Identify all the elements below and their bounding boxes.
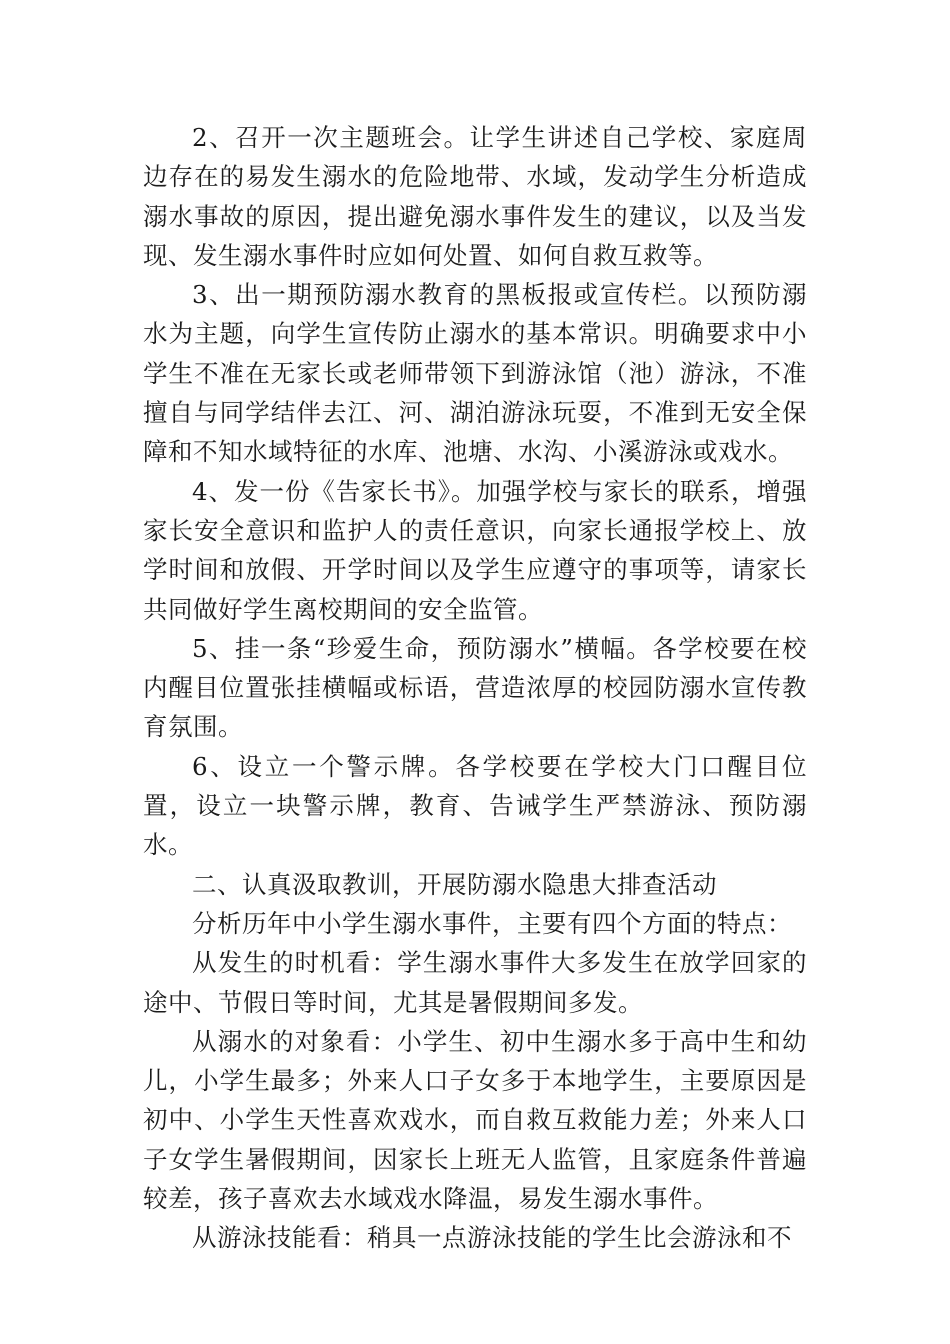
paragraph-analysis-intro: 分析历年中小学生溺水事件，主要有四个方面的特点：: [192, 908, 792, 938]
paragraph-target-groups: 从溺水的对象看：小学生、初中生溺水多于高中生和幼儿，小学生最多；外来人口子女多于本地学生，主要原因是初中、小学生天性喜欢戏水，而自救互救能力差；外来人口子女学生暑假期间，因家长上班无人监管，且家庭条件普遍较差，孩子喜欢去水域戏水降温，易发生溺水事件。: [143, 1026, 807, 1214]
paragraph-letter-to-parents: 4、发一份《告家长书》。加强学校与家长的联系，增强家长安全意识和监护人的责任意识，向家长通报学校上、放学时间和放假、开学时间以及学生应遵守的事项等，请家长共同做好学生离校期间的安全监管。: [143, 476, 807, 624]
section-heading: 二、认真汲取教训，开展防溺水隐患大排查活动: [192, 869, 717, 899]
paragraph-blackboard-newsletter: 3、出一期预防溺水教育的黑板报或宣传栏。以预防溺水为主题，向学生宣传防止溺水的基本常识。明确要求中小学生不准在无家长或老师带领下到游泳馆（池）游泳，不准擅自与同学结伴去江、河、湖泊游泳玩耍，不准到无安全保障和不知水域特征的水库、池塘、水沟、小溪游泳或戏水。: [143, 280, 807, 467]
paragraph-warning-sign: 6、设立一个警示牌。各学校要在学校大门口醒目位置，设立一块警示牌，教育、告诫学生严禁游泳、预防溺水。: [143, 751, 807, 860]
document-body: [143, 118, 807, 1258]
paragraph-banner: 5、挂一条“珍爱生命，预防溺水”横幅。各学校要在校内醒目位置张挂横幅或标语，营造浓厚的校园防溺水宣传教育氛围。: [143, 633, 807, 742]
paragraph-theme-class-meeting: 2、召开一次主题班会。让学生讲述自己学校、家庭周边存在的易发生溺水的危险地带、水域，发动学生分析造成溺水事故的原因，提出避免溺水事件发生的建议，以及当发现、发生溺水事件时应如何处置、如何自救互救等。: [143, 123, 807, 270]
paragraph-swimming-skills: 从游泳技能看：稍具一点游泳技能的学生比会游泳和不: [192, 1223, 792, 1253]
paragraph-timing: 从发生的时机看：学生溺水事件大多发生在放学回家的途中、节假日等时间，尤其是暑假期间多发。: [143, 948, 807, 1017]
